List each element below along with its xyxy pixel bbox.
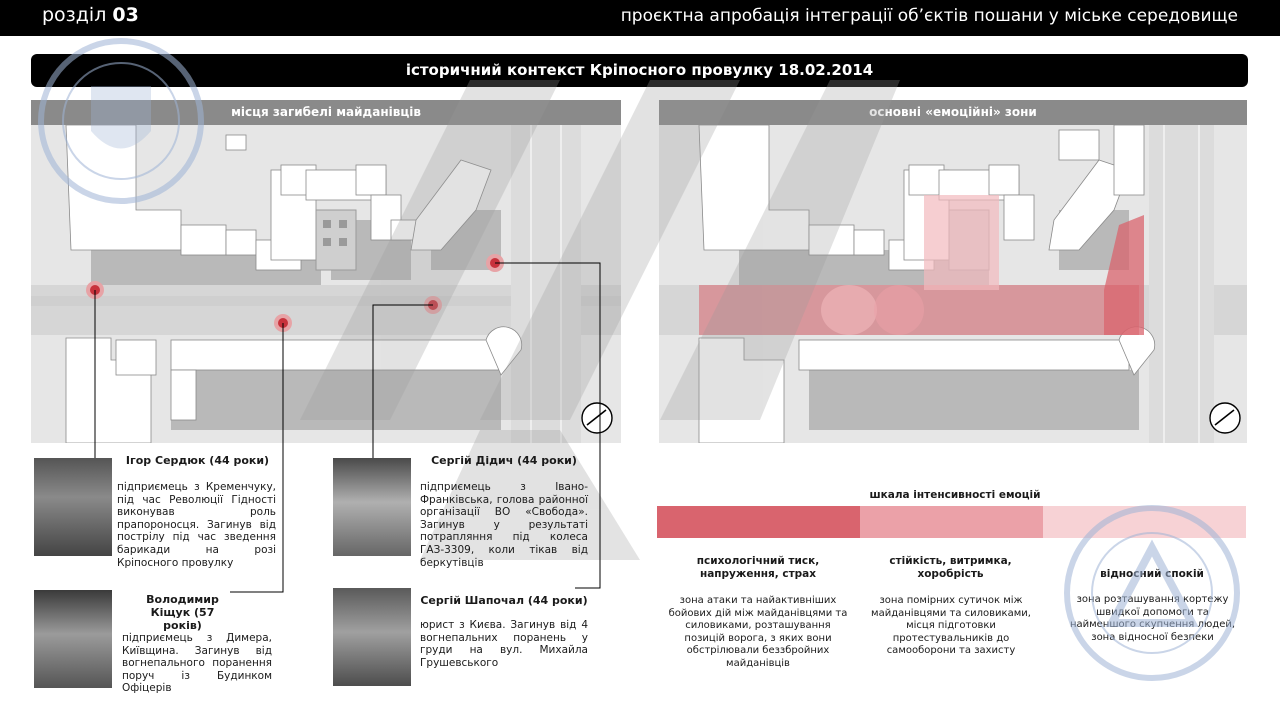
- person-desc-kischuk: підприємець з Димера, Київщина. Загинув від вогнепального поранення поруч із Будинком Офіцерів: [122, 632, 272, 695]
- person-name-shapochal: Сергій Шапочал (44 роки): [420, 594, 588, 607]
- university-seal-top-left: [36, 36, 206, 206]
- page-subtitle: проєктна апробація інтеграції об’єктів пошани у міське середовище: [620, 6, 1238, 26]
- person-name-serdiuk: Ігор Сердюк (44 роки): [125, 454, 270, 467]
- zone-title-low: відносний спокій: [1100, 568, 1204, 580]
- scale-title: шкала інтенсивності емоцій: [869, 489, 1041, 501]
- page-title: історичний контекст Кріпосного провулку 18.02.2014: [31, 54, 1248, 87]
- person-desc-dydych: підприємець з Івано-Франківська, голова районної організації ВО «Свобода». Загинув у результаті потрапляння під колеса ГАЗ-3309, коли тікав від беркутівців: [420, 481, 588, 569]
- death-marker-serdiuk: [86, 281, 104, 299]
- portrait-kischuk: [34, 590, 112, 688]
- zone-desc-medium: зона помірних сутичок між майданівцями та силовиками, місця підготовки протестувальників до самооборони та захисту: [871, 595, 1031, 656]
- right-map: [659, 100, 1247, 443]
- person-name-kischuk: Володимир Кіщук (57 років): [146, 593, 219, 632]
- portrait-serdiuk: [34, 458, 112, 556]
- scale-segment-medium: [860, 506, 1043, 538]
- person-desc-serdiuk: підприємець з Кременчуку, під час Революції Гідності виконував роль прапороносця. Загинув від пострілу під час зведення барикади на розі Кріпосного провулку: [117, 481, 276, 569]
- university-seal-bottom-right: [1062, 503, 1242, 683]
- person-name-dydych: Сергій Дідич (44 роки): [431, 454, 577, 467]
- death-marker-kischuk: [274, 314, 292, 332]
- portrait-shapochal: [333, 588, 411, 686]
- left-panel-title: місця загибелі майданівців: [31, 100, 621, 125]
- death-marker-shapochal: [486, 254, 504, 272]
- section-label: розділ 03: [42, 4, 139, 26]
- zone-desc-high: зона атаки та найактивніших бойових дій між майданівцями та силовиками, розташування позицій ворога, з яких вони обстрілювали беззбройних майданівців: [668, 595, 848, 669]
- right-map-panel: [659, 100, 1247, 443]
- zone-desc-low: зона розташування кортежу швидкої допомоги та найменшого скупчення людей, зона відносної безпеки: [1069, 594, 1236, 643]
- portrait-dydych: [333, 458, 411, 556]
- right-panel-title: основні «емоційні» зони: [659, 100, 1247, 125]
- zone-title-high: психологічний тиск, напруження, страх: [696, 555, 820, 580]
- person-desc-shapochal: юрист з Києва. Загинув від 4 вогнепальних поранень у груди на вул. Михайла Грушевського: [420, 619, 588, 669]
- scale-segment-high: [657, 506, 860, 538]
- zone-title-medium: стійкість, витримка, хоробрість: [889, 555, 1012, 580]
- top-bar: [0, 0, 1280, 36]
- death-marker-dydych: [424, 296, 442, 314]
